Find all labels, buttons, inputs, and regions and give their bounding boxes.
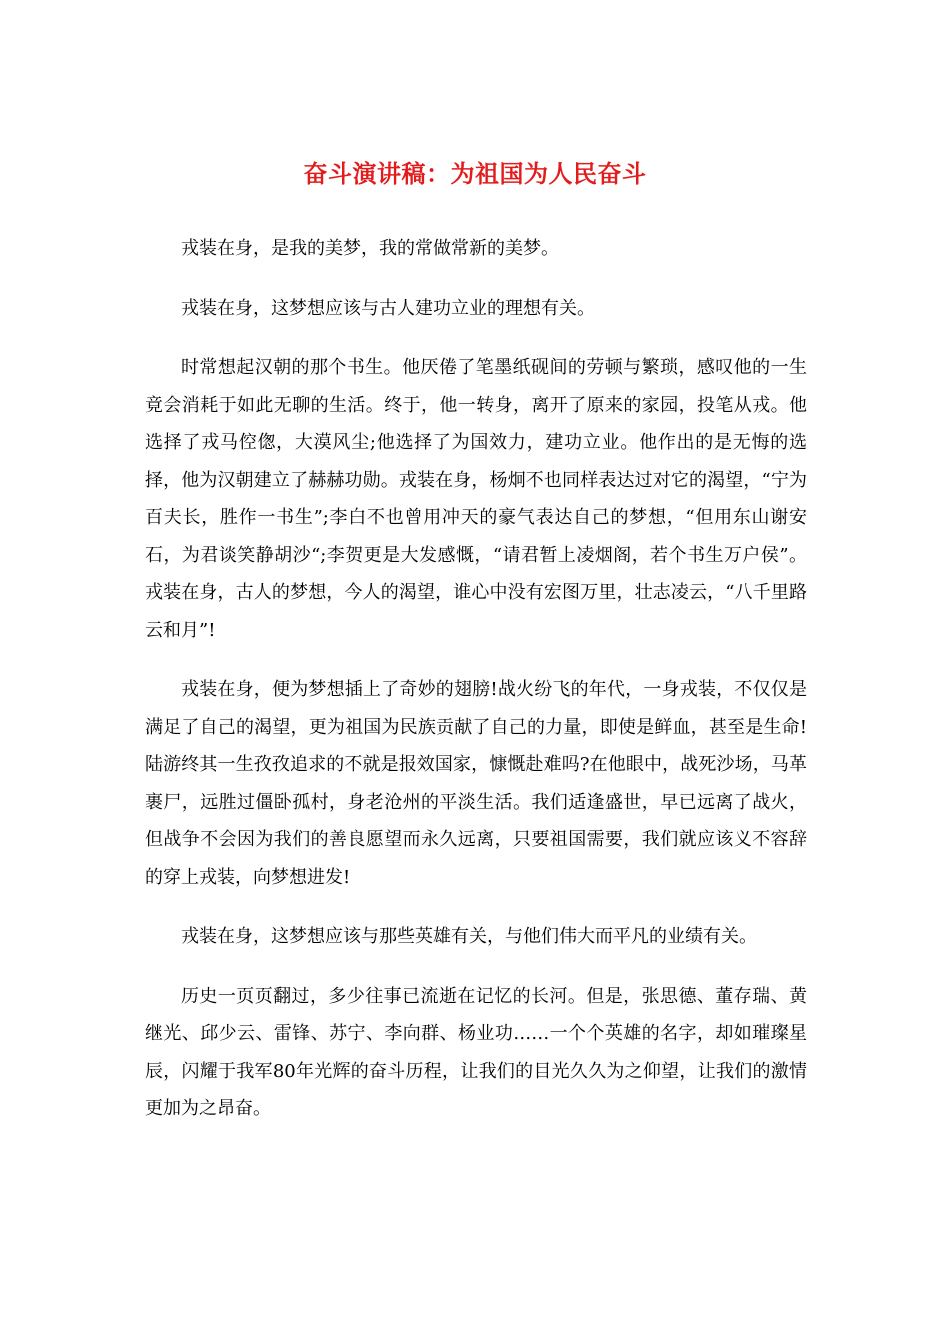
paragraph-6: 历史一页页翻过，多少往事已流逝在记忆的长河。但是，张思德、董存瑞、黄继光、邱少云、雷锋、苏宁、李向群、杨业功……一个个英雄的名字，却如璀璨星辰，闪耀于我军80年光辉的奋斗历程，让我们的目光久久为之仰望，让我们的激情更加为之昂奋。 — [145, 985, 807, 1119]
paragraph-4: 戎装在身，便为梦想插上了奇妙的翅膀!战火纷飞的年代，一身戎装，不仅仅是满足了自己的渴望，更为祖国为民族贡献了自己的力量，即使是鲜血，甚至是生命!陆游终其一生孜孜追求的不就是报效国家，慷慨赴难吗?在他眼中，战死沙场，马革裹尸，远胜过僵卧孤村，身老沧州的平淡生活。我们适逢盛世，早已远离了战火，但战争不会因为我们的善良愿望而永久远离，只要祖国需要，我们就应该义不容辞的穿上戎装，向梦想进发! — [145, 679, 807, 888]
document-body — [145, 230, 807, 1150]
paragraph-3: 时常想起汉朝的那个书生。他厌倦了笔墨纸砚间的劳顿与繁琐，感叹他的一生竟会消耗于如此无聊的生活。终于，他一转身，离开了原来的家园，投笔从戎。他选择了戎马倥偬，大漠风尘;他选择了为国效力，建功立业。他作出的是无悔的选择，他为汉朝建立了赫赫功勋。戎装在身，杨炯不也同样表达过对它的渴望，“宁为百夫长，胜作一书生”;李白不也曾用冲天的豪气表达自己的梦想，“但用东山谢安石，为君谈笑静胡沙“;李贺更是大发感慨，“请君暂上凌烟阁，若个书生万户侯”。戎装在身，古人的梦想，今人的渴望，谁心中没有宏图万里，壮志凌云，“八千里路云和月”! — [145, 357, 807, 641]
paragraph-2: 戎装在身，这梦想应该与古人建功立业的理想有关。 — [181, 297, 595, 319]
document-title: 奋斗演讲稿：为祖国为人民奋斗 — [303, 159, 647, 188]
paragraph-1: 戎装在身，是我的美梦，我的常做常新的美梦。 — [181, 238, 559, 259]
paragraph-5: 戎装在身，这梦想应该与那些英雄有关，与他们伟大而平凡的业绩有关。 — [181, 926, 757, 947]
